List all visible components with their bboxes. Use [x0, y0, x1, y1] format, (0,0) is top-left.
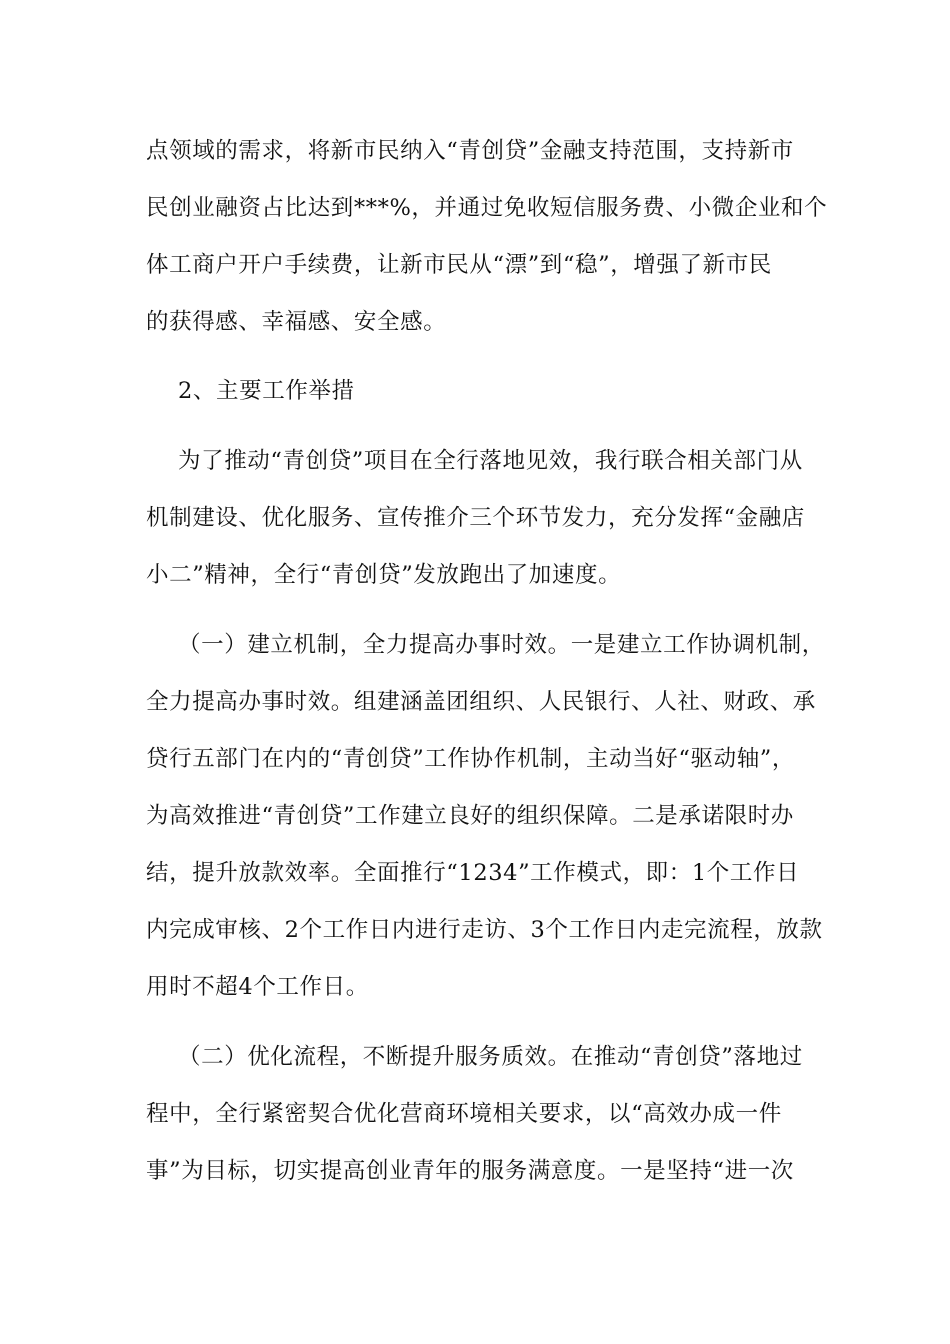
section-heading: 2、主要工作举措 [178, 378, 355, 404]
paragraph-line: 民创业融资占比达到***%，并通过免收短信服务费、小微企业和个 [146, 195, 828, 221]
paragraph-line: 机制建设、优化服务、宣传推介三个环节发力，充分发挥“金融店 [146, 505, 805, 531]
paragraph-line: 贷行五部门在内的“青创贷”工作协作机制，主动当好“驱动轴”， [146, 746, 796, 772]
paragraph-line: 的获得感、幸福感、安全感。 [146, 309, 447, 335]
paragraph-line: 为了推动“青创贷”项目在全行落地见效，我行联合相关部门从 [178, 448, 803, 474]
paragraph-line: 为高效推进“青创贷”工作建立良好的组织保障。二是承诺限时办 [146, 803, 794, 829]
paragraph-line: 小二”精神，全行“青创贷”发放跑出了加速度。 [146, 562, 622, 588]
paragraph-line: 内完成审核、2个工作日内进行走访、3个工作日内走完流程，放款 [146, 917, 823, 943]
paragraph-line: （二）优化流程，不断提升服务质效。在推动“青创贷”落地过 [178, 1044, 803, 1070]
paragraph-line: 全力提高办事时效。组建涵盖团组织、人民银行、人社、财政、承 [146, 689, 816, 715]
paragraph-line: 结，提升放款效率。全面推行“1234”工作模式，即：1个工作日 [146, 860, 800, 886]
paragraph-line: （一）建立机制，全力提高办事时效。一是建立工作协调机制， [178, 632, 825, 658]
paragraph-line: 事”为目标，切实提高创业青年的服务满意度。一是坚持“进一次 [146, 1158, 794, 1184]
paragraph-line: 用时不超4个工作日。 [146, 974, 369, 1000]
paragraph-line: 体工商户开户手续费，让新市民从“漂”到“稳”，增强了新市民 [146, 252, 772, 278]
paragraph-line: 点领域的需求，将新市民纳入“青创贷”金融支持范围，支持新市 [146, 138, 794, 164]
paragraph-line: 程中，全行紧密契合优化营商环境相关要求，以“高效办成一件 [146, 1101, 782, 1127]
